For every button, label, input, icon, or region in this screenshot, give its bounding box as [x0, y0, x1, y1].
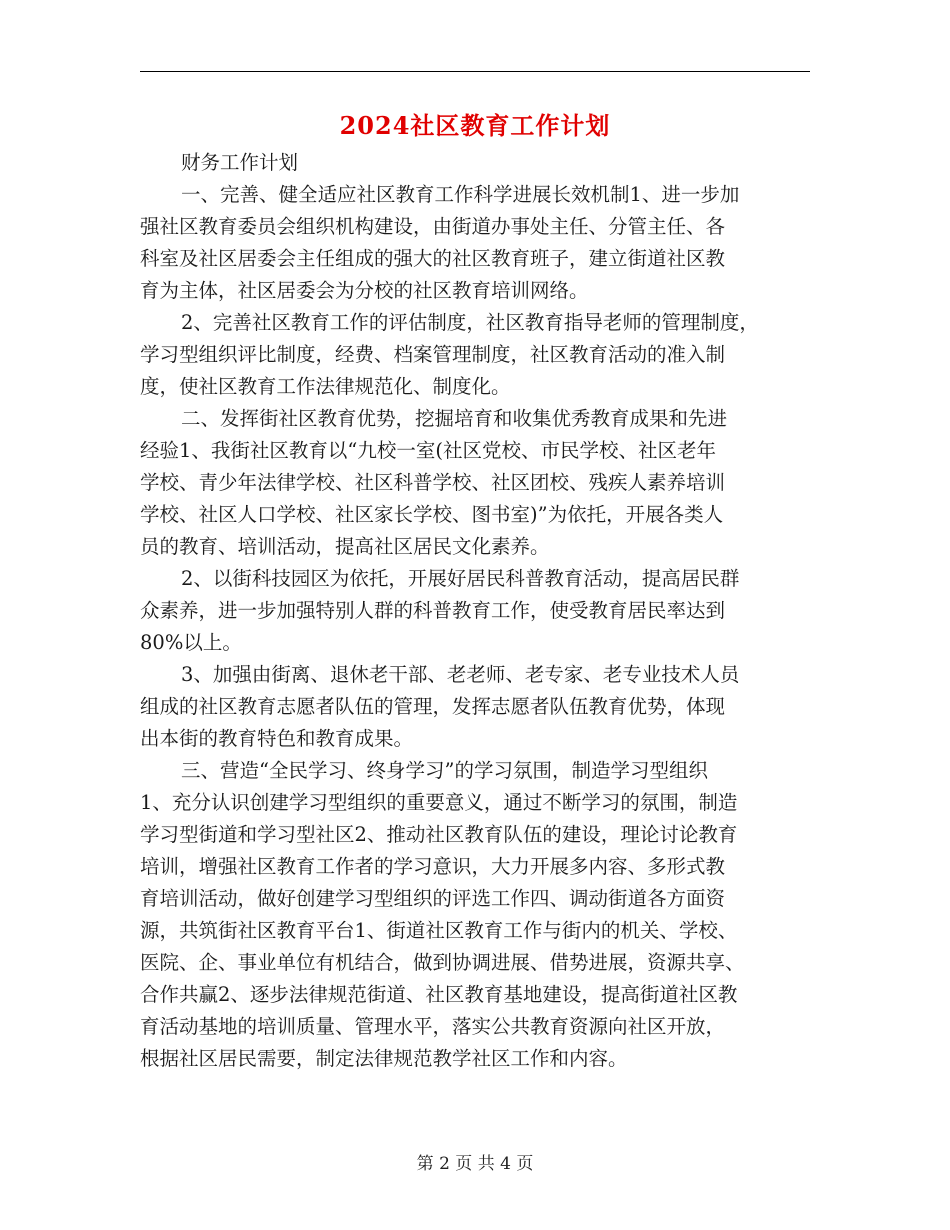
text-line: 学校、青少年法律学校、社区科普学校、社区团校、残疾人素养培训 — [140, 471, 726, 494]
text-line: 财务工作计划 — [181, 151, 299, 174]
text-line: 组成的社区教育志愿者队伍的管理，发挥志愿者队伍教育优势，体现 — [140, 695, 726, 718]
text-line: 出本街的教育特色和教育成果。 — [140, 727, 414, 750]
text-line: 1、充分认识创建学习型组织的重要意义，通过不断学习的氛围，制造 — [140, 791, 738, 814]
text-line: 众素养，进一步加强特别人群的科普教育工作，使受教育居民率达到 — [140, 599, 726, 622]
page-footer: 第 2 页 共 4 页 — [416, 1154, 534, 1174]
text-line: 根据社区居民需要，制定法律规范教学社区工作和内容。 — [140, 1047, 628, 1070]
text-line: 3、加强由街离、退休老干部、老老师、老专家、老专业技术人员 — [181, 663, 740, 686]
text-line: 学习型街道和学习型社区2、推动社区教育队伍的建设，理论讨论教育 — [140, 823, 738, 846]
document-title: 2024社区教育工作计划 — [339, 111, 611, 140]
text-line: 源，共筑街社区教育平台1、街道社区教育工作与街内的机关、学校、 — [140, 919, 738, 942]
text-line: 80%以上。 — [140, 631, 242, 654]
text-line: 培训，增强社区教育工作者的学习意识，大力开展多内容、多形式教 — [140, 855, 726, 878]
text-line: 度，使社区教育工作法律规范化、制度化。 — [140, 375, 511, 398]
text-line: 二、发挥街社区教育优势，挖掘培育和收集优秀教育成果和先进 — [181, 407, 728, 430]
text-line: 强社区教育委员会组织机构建设，由街道办事处主任、分管主任、各 — [140, 215, 726, 238]
header-rule — [140, 71, 810, 72]
text-line: 三、营造“全民学习、终身学习”的学习氛围，制造学习型组织 — [181, 759, 708, 782]
text-line: 育培训活动，做好创建学习型组织的评选工作四、调动街道各方面资 — [140, 887, 726, 910]
text-line: 合作共赢2、逐步法律规范街道、社区教育基地建设，提高街道社区教 — [140, 983, 738, 1006]
text-line: 育活动基地的培训质量、管理水平，落实公共教育资源向社区开放， — [140, 1015, 726, 1038]
text-line: 员的教育、培训活动，提高社区居民文化素养。 — [140, 535, 550, 558]
text-line: 医院、企、事业单位有机结合，做到协调进展、借势进展，资源共享、 — [140, 951, 745, 974]
text-line: 科室及社区居委会主任组成的强大的社区教育班子，建立街道社区教 — [140, 247, 726, 270]
document-body — [140, 147, 812, 1075]
text-line: 2、以街科技园区为依托，开展好居民科普教育活动，提高居民群 — [181, 567, 740, 590]
text-line: 一、完善、健全适应社区教育工作科学进展长效机制1、进一步加 — [181, 183, 740, 206]
text-line: 学习型组织评比制度，经费、档案管理制度，社区教育活动的准入制 — [140, 343, 726, 366]
text-line: 育为主体，社区居委会为分校的社区教育培训网络。 — [140, 279, 589, 302]
text-line: 经验1、我街社区教育以“九校一室(社区党校、市民学校、社区老年 — [140, 439, 716, 462]
text-line: 2、完善社区教育工作的评估制度，社区教育指导老师的管理制度， — [181, 311, 759, 334]
text-line: 学校、社区人口学校、社区家长学校、图书室)”为依托，开展各类人 — [140, 503, 724, 526]
